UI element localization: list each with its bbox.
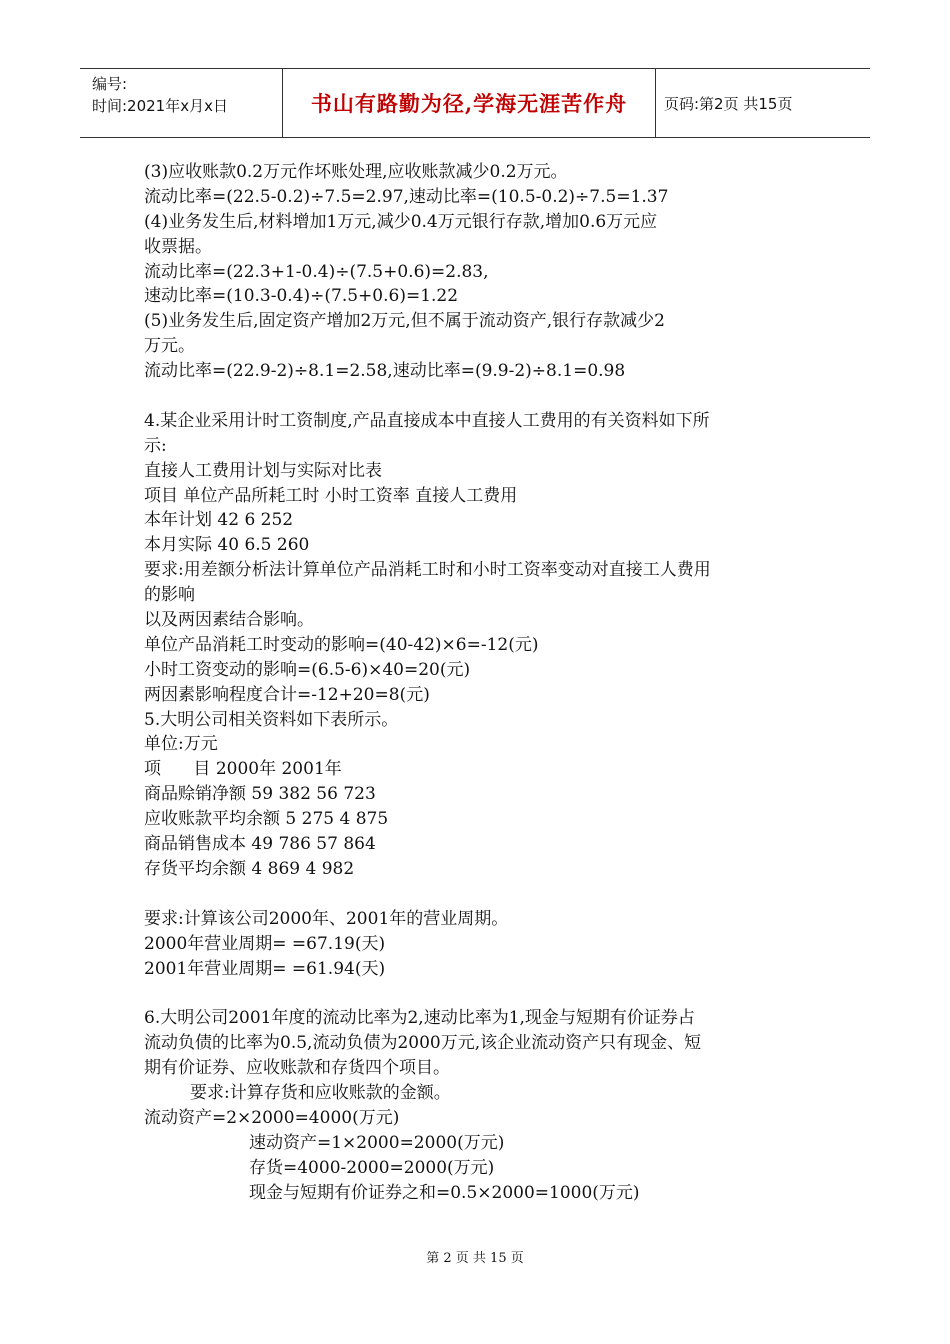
body-line: 收票据。 xyxy=(144,236,212,257)
body-line: 流动负债的比率为0.5,流动负债为2000万元,该企业流动资产只有现金、短 xyxy=(144,1033,702,1054)
page-header xyxy=(80,68,870,138)
blank-line xyxy=(144,882,814,907)
body-line: 以及两因素结合影响。 xyxy=(144,610,314,631)
body-line: 万元。 xyxy=(144,336,195,357)
body-line: 2000年营业周期= =67.19(天) xyxy=(144,933,386,954)
blank-line xyxy=(144,981,814,1006)
body-line: 期有价证券、应收账款和存货四个项目。 xyxy=(144,1058,450,1079)
body-line: 速动比率=(10.3-0.4)÷(7.5+0.6)=1.22 xyxy=(144,286,459,307)
body-line: 流动比率=(22.9-2)÷8.1=2.58,速动比率=(9.9-2)÷8.1=0.98 xyxy=(144,361,626,382)
body-line: 商品销售成本 49 786 57 864 xyxy=(144,834,376,855)
body-line: (3)应收账款0.2万元作坏账处理,应收账款减少0.2万元。 xyxy=(144,162,568,182)
document-body xyxy=(144,160,814,1205)
body-line: 商品赊销净额 59 382 56 723 xyxy=(144,784,376,805)
body-line: 小时工资变动的影响=(6.5-6)×40=20(元) xyxy=(144,659,471,680)
body-line: (5)业务发生后,固定资产增加2万元,但不属于流动资产,银行存款减少2 xyxy=(144,311,665,332)
body-line: 示: xyxy=(144,435,167,456)
body-line: 存货平均余额 4 869 4 982 xyxy=(144,858,355,879)
body-line: 现金与短期有价证券之和=0.5×2000=1000(万元) xyxy=(249,1182,640,1203)
header-motto-cell xyxy=(282,69,656,137)
body-line: 存货=4000-2000=2000(万元) xyxy=(249,1157,495,1178)
document-number-label: 编号: xyxy=(92,75,128,93)
body-line: 项目 单位产品所耗工时 小时工资率 直接人工费用 xyxy=(144,485,518,506)
body-line: 要求:计算该公司2000年、2001年的营业周期。 xyxy=(144,908,509,929)
blank-line xyxy=(144,384,814,409)
page-footer xyxy=(0,1247,950,1266)
body-line: 项 目 2000年 2001年 xyxy=(144,759,342,780)
body-line: 要求:用差额分析法计算单位产品消耗工时和小时工资率变动对直接工人费用 xyxy=(144,560,711,581)
body-line: 流动资产=2×2000=4000(万元) xyxy=(144,1107,400,1128)
body-line: 要求:计算存货和应收账款的金额。 xyxy=(190,1082,451,1103)
header-page-info-cell xyxy=(656,69,870,137)
footer-page-number: 第 2 页 共 15 页 xyxy=(426,1251,524,1266)
body-line: 流动比率=(22.3+1-0.4)÷(7.5+0.6)=2.83, xyxy=(144,261,489,282)
header-motto: 书山有路勤为径,学海无涯苦作舟 xyxy=(310,91,628,116)
body-line: 直接人工费用计划与实际对比表 xyxy=(144,460,382,481)
body-line: 本月实际 40 6.5 260 xyxy=(144,535,310,556)
body-line: 4.某企业采用计时工资制度,产品直接成本中直接人工费用的有关资料如下所 xyxy=(144,410,710,431)
body-line: 单位产品消耗工时变动的影响=(40-42)×6=-12(元) xyxy=(144,634,539,655)
body-line: 本年计划 42 6 252 xyxy=(144,510,294,531)
document-time-label: 时间:2021年x月x日 xyxy=(92,97,228,115)
body-line: 单位:万元 xyxy=(144,734,218,755)
body-line: 5.大明公司相关资料如下表所示。 xyxy=(144,709,399,730)
body-line: 2001年营业周期= =61.94(天) xyxy=(144,958,386,979)
body-line: 流动比率=(22.5-0.2)÷7.5=2.97,速动比率=(10.5-0.2)÷7.5=1.37 xyxy=(144,186,669,207)
body-line: 6.大明公司2001年度的流动比率为2,速动比率为1,现金与短期有价证券占 xyxy=(144,1008,695,1029)
body-line: 的影响 xyxy=(144,585,195,606)
header-meta xyxy=(80,69,282,137)
body-line: 两因素影响程度合计=-12+20=8(元) xyxy=(144,684,430,705)
body-line: (4)业务发生后,材料增加1万元,减少0.4万元银行存款,增加0.6万元应 xyxy=(144,211,658,232)
body-line: 速动资产=1×2000=2000(万元) xyxy=(249,1132,505,1153)
body-line: 应收账款平均余额 5 275 4 875 xyxy=(144,809,389,830)
header-page-info: 页码:第2页 共15页 xyxy=(664,94,793,113)
